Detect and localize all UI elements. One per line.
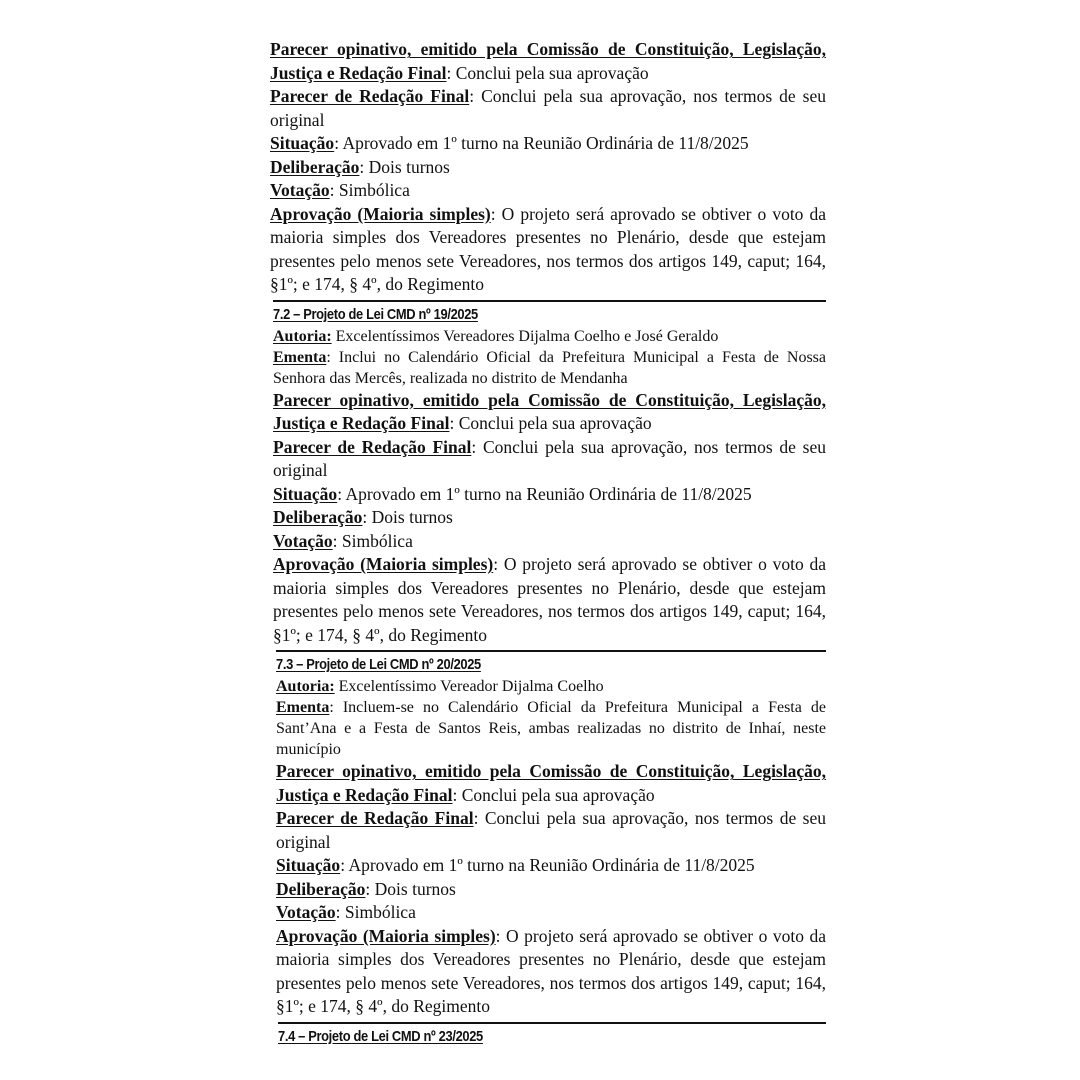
autoria-label: Autoria: [276,678,335,695]
autoria-line [276,676,826,697]
situacao-line [270,132,826,156]
parecer-redacao-label: Parecer de Redação Final [270,86,470,106]
parecer-redacao-line [276,807,826,854]
section-title-7-2: 7.2 – Projeto de Lei CMD nº 19/2025 [273,305,478,323]
document-page [270,38,826,1048]
deliberacao-label: Deliberação [270,156,360,177]
parecer-redacao-value: : Conclui pela sua aprovação, nos termos de seu original [273,436,826,480]
votacao-value: : Simbólica [329,180,410,200]
situacao-label: Situação [276,855,341,875]
autoria-label: Autoria: [273,327,332,345]
votacao-value: : Simbólica [332,530,413,551]
parecer-opinativo-line [276,760,826,807]
parecer-opinativo-value: : Conclui pela sua aprovação [446,62,649,83]
situacao-label: Situação [273,483,338,504]
aprovacao-line [270,203,826,297]
section-header-7-2 [273,300,826,324]
situacao-value: : Aprovado em 1º turno na Reunião Ordinária de 11/8/2025 [340,855,755,875]
situacao-value: : Aprovado em 1º turno na Reunião Ordinária de 11/8/2025 [337,483,752,504]
situacao-value: : Aprovado em 1º turno na Reunião Ordinária de 11/8/2025 [334,133,749,153]
parecer-redacao-value: : Conclui pela sua aprovação, nos termos de seu original [276,808,826,852]
deliberacao-value: : Dois turnos [362,507,453,527]
aprovacao-label: Aprovação (Maioria simples) [273,554,494,574]
votacao-label: Votação [270,180,330,200]
autoria-value: Excelentíssimos Vereadores Dijalma Coelho e José Geraldo [331,327,719,345]
parecer-redacao-label: Parecer de Redação Final [276,808,474,828]
parecer-redacao-value: : Conclui pela sua aprovação, nos termos de seu original [270,86,826,130]
deliberacao-label: Deliberação [276,878,366,899]
parecer-opinativo-value: : Conclui pela sua aprovação [449,413,652,433]
deliberacao-line [273,506,826,530]
parecer-opinativo-label: Parecer opinativo, emitido pela Comissão de Constituição, Legislação, Justiça e Redação Final [270,39,826,83]
parecer-opinativo-label: Parecer opinativo, emitido pela Comissão de Constituição, Legislação, Justiça e Redação Final [276,761,826,805]
deliberacao-line [276,878,826,902]
parecer-opinativo-line [270,38,826,85]
section-header-7-4 [278,1022,826,1046]
aprovacao-line [273,553,826,647]
item-7-2 [273,300,826,648]
autoria-line [273,326,826,347]
aprovacao-label: Aprovação (Maioria simples) [270,203,491,224]
section-title-7-4: 7.4 – Projeto de Lei CMD nº 23/2025 [278,1027,483,1045]
parecer-redacao-line [273,436,826,483]
situacao-line [276,854,826,878]
ementa-label: Ementa [273,348,327,366]
item-7-4 [278,1022,826,1046]
votacao-label: Votação [273,530,333,551]
situacao-line [273,483,826,507]
aprovacao-value: : O projeto será aprovado se obtiver o voto da maioria simples dos Vereadores presentes no Plenário, desde que estejam presentes pelo menos sete Vereadores, nos termos dos artigos 149, caput; 164, §1º; e 174, § 4º, do Regimento [273,554,826,645]
section-title-7-3: 7.3 – Projeto de Lei CMD nº 20/2025 [276,656,481,673]
votacao-line [273,530,826,554]
ementa-line [273,347,826,389]
ementa-label: Ementa [276,699,330,716]
deliberacao-line [270,156,826,180]
aprovacao-label: Aprovação (Maioria simples) [276,925,496,946]
item-7-3 [276,650,826,1019]
votacao-line [276,901,826,925]
ementa-value: : Incluem-se no Calendário Oficial da Prefeitura Municipal a Festa de Sant’Ana e a Festa de Santos Reis, ambas realizadas no distrito de Inhaí, neste município [276,699,826,758]
autoria-value: Excelentíssimo Vereador Dijalma Coelho [334,678,604,695]
deliberacao-value: : Dois turnos [359,156,450,177]
section-header-7-3 [276,650,826,674]
aprovacao-value: : O projeto será aprovado se obtiver o voto da maioria simples dos Vereadores presentes no Plenário, desde que estejam presentes pelo menos sete Vereadores, nos termos dos artigos 149, caput; 164, §1º; e 174, § 4º, do Regimento [270,203,826,294]
deliberacao-value: : Dois turnos [365,878,456,899]
item-7-1-continuation [270,38,826,297]
ementa-value: : Inclui no Calendário Oficial da Prefeitura Municipal a Festa de Nossa Senhora das Mercês, realizada no distrito de Mendanha [273,348,826,387]
situacao-label: Situação [270,133,335,153]
aprovacao-line [276,925,826,1019]
parecer-redacao-line [270,85,826,132]
deliberacao-label: Deliberação [273,507,363,527]
parecer-redacao-label: Parecer de Redação Final [273,436,472,457]
votacao-label: Votação [276,902,336,922]
parecer-opinativo-line [273,389,826,436]
votacao-value: : Simbólica [335,902,416,922]
ementa-line [276,697,826,760]
aprovacao-value: : O projeto será aprovado se obtiver o voto da maioria simples dos Vereadores presentes no Plenário, desde que estejam presentes pelo menos sete Vereadores, nos termos dos artigos 149, caput; 164, §1º; e 174, § 4º, do Regimento [276,925,826,1016]
votacao-line [270,179,826,203]
parecer-opinativo-value: : Conclui pela sua aprovação [452,784,655,805]
parecer-opinativo-label: Parecer opinativo, emitido pela Comissão de Constituição, Legislação, Justiça e Redação Final [273,389,826,433]
